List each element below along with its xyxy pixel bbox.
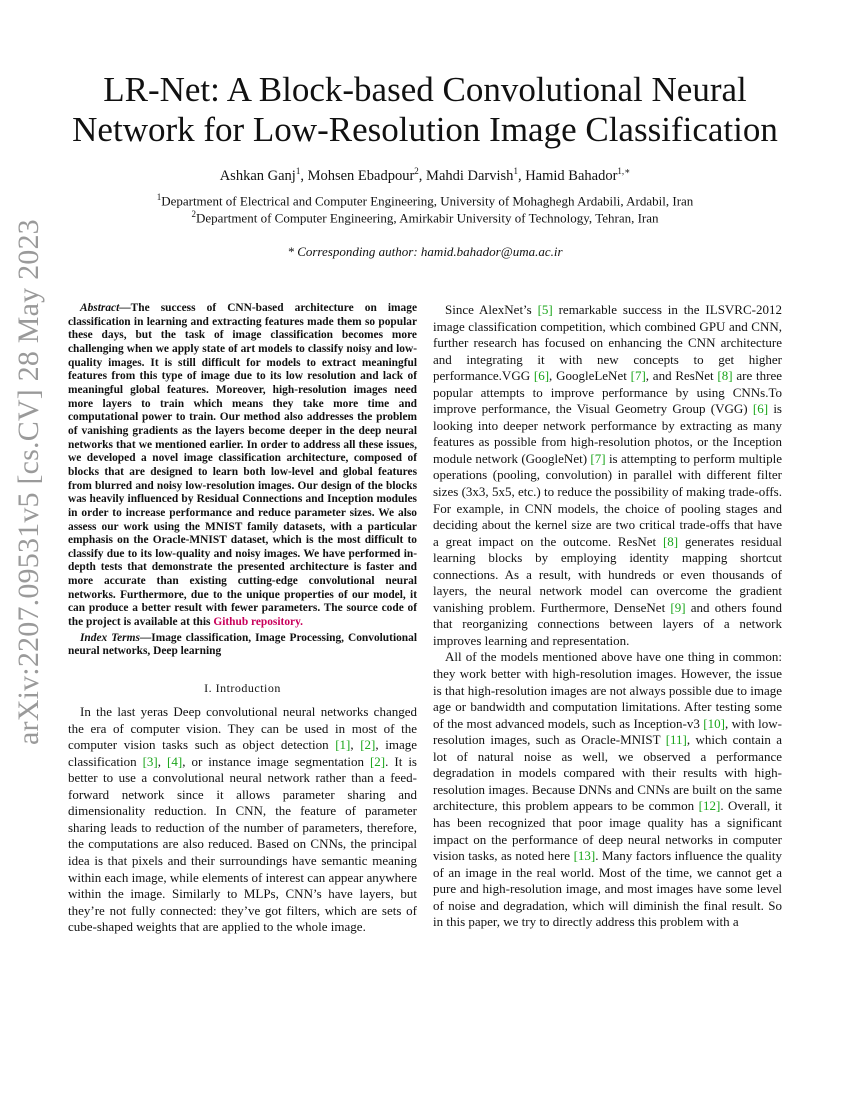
text-run: is attempting to perform multiple operations (pooling, convolution) in parallel with different filter sizes (3x3, 5x5, etc.) to reduce the possibility of making trade-offs. For example, in CNN models, the choice of pooling stages and deciding about the kernel size are two critical trade-offs that have a great impact on the outcome. ResNet bbox=[433, 450, 782, 549]
citation-link[interactable]: [3] bbox=[142, 753, 158, 769]
author-affil-mark: 1,∗ bbox=[617, 166, 631, 176]
author-affil-mark: 2 bbox=[414, 166, 419, 176]
affil-text: Department of Electrical and Computer Engineering, University of Mohaghegh Ardabili, Ardabil, Iran bbox=[161, 193, 694, 209]
arxiv-stamp: arXiv:2207.09531v5 [cs.CV] 28 May 2023 bbox=[12, 219, 45, 745]
corresponding-author: * Corresponding author: hamid.bahador@uma.ac.ir bbox=[287, 244, 563, 259]
author-affil-mark: 1 bbox=[513, 166, 518, 176]
right-column bbox=[433, 302, 782, 931]
citation-link[interactable]: [11] bbox=[665, 732, 687, 748]
affil-number: 1 bbox=[156, 192, 162, 202]
citation-link[interactable]: [6] bbox=[752, 401, 769, 417]
abstract-text: —The success of CNN-based architecture on image classification in learning and extracting features made them so popular these days, but the task of image classification becomes more challenging when we apply state of art models to classify noisy and low-quality images. It is still difficult for models to extract meaningful features from this type of image due to its low resolution and lack of meaningful global features. Moreover, high-resolution images need more layers to train which means they take more time and computational power to train. Our method also addresses the problem of vanishing gradients as the layers become deeper in the deep neural networks that we mentioned earlier. In order to address all these issues, we developed a novel image classification architecture, composed of blocks that are designed to learn both low-level and global features from blurred and noisy low-resolution images. Our design of the blocks was heavily influenced by Residual Connections and Inception modules in order to increase performance and reduce parameter sizes. We also assess our work using the MNIST family datasets, with a particular emphasis on the Oracle-MNIST dataset, which is the most difficult to classify due to its low-quality and noisy images. We have performed in-depth tests that demonstrate the presented architecture is faster and more accurate than existing cutting-edge convolutional neural networks. Furthermore, due to the unique properties of our model, it can produce a better result with fewer parameters. The source code of the project is available at this bbox=[68, 302, 417, 629]
citation-link[interactable]: [8] bbox=[717, 368, 733, 384]
citation-link[interactable]: [4] bbox=[167, 753, 183, 769]
text-run: . Overall, it has been recognized that poor image quality has a significant impact on the performance of deep neural networks in computer vision tasks, as noted here bbox=[433, 798, 782, 864]
section-heading: I. Introduction bbox=[204, 681, 281, 696]
title-line-2: Network for Low-Resolution Image Classification bbox=[72, 110, 778, 149]
author-list: Ashkan Ganj$^1$, Mohsen Ebadpour$^2$, Mahdi Darvish$^1$, Hamid Bahador$^{1,∗}$ bbox=[219, 166, 631, 184]
text-run: generates residual learning blocks by employing identity mapping shortcut connections. As a result, with hundreds or even thousands of layers, the neural network model can overcome the gradient vanishing problem. Furthermore, DenseNet bbox=[433, 533, 782, 615]
text-run: are three popular attempts to improve performance by using CNNs.To improve performance, the Visual Geometry Group (VGG) bbox=[433, 368, 782, 417]
affil-text: Department of Computer Engineering, Amirkabir University of Technology, Tehran, Iran bbox=[195, 210, 659, 226]
title-line-1: LR-Net: A Block-based Convolutional Neural bbox=[103, 70, 747, 109]
paper-title bbox=[50, 70, 800, 150]
text-run: All of the models mentioned above have one thing in common: they work better with high-resolution images. However, the issue is that high-resolution images are not always possible due to image age or bandwidth and computation limitations. After testing some of the most advanced models, such as Inception-v3 bbox=[433, 649, 782, 731]
text-run: , with low-resolution images, such as Oracle-MNIST bbox=[433, 715, 782, 748]
citation-link[interactable]: [5] bbox=[537, 302, 553, 317]
index-terms-label: Index Terms bbox=[80, 631, 140, 644]
author-name: Hamid Bahador bbox=[525, 167, 618, 184]
github-link[interactable]: Github repository. bbox=[213, 616, 303, 629]
index-terms bbox=[68, 632, 417, 659]
text-run: , GoogleLeNet bbox=[549, 368, 631, 384]
text-run: and others found that reorganizing connections between layers of a network improves learning and representation. bbox=[433, 599, 782, 648]
text-run: . Many factors influence the quality of an image in the real world. Most of the time, we cannot get a pure and high-resolution image, and most images have some level of noise and degradation, which will diminish the final result. So in this paper, we try to directly address this problem with a bbox=[433, 848, 782, 930]
affiliation-1 bbox=[50, 192, 800, 209]
citation-link[interactable]: [7] bbox=[630, 368, 646, 384]
text-run: , or instance image segmentation bbox=[182, 753, 370, 769]
text-run: , bbox=[350, 737, 361, 753]
author-name: Mahdi Darvish bbox=[426, 167, 514, 184]
text-run: , bbox=[157, 753, 168, 769]
citation-link[interactable]: [13] bbox=[573, 848, 596, 864]
text-run: remarkable success in the ILSVRC-2012 image classification competition, which combined GPU and CNN, further research has focused on enhancing the CNN architecture and integrating it with new concepts to get higher performance.VGG bbox=[433, 302, 782, 384]
citation-link[interactable]: [10] bbox=[703, 715, 725, 731]
citation-link[interactable]: [1] bbox=[335, 737, 351, 753]
text-run: , image classification bbox=[68, 737, 418, 769]
text-run: In the last yeras Deep convolutional neural networks changed the era of computer vision. They can be used in most of the computer vision tasks such as object detection bbox=[68, 704, 417, 753]
citation-link[interactable]: [2] bbox=[369, 753, 386, 769]
left-column bbox=[68, 302, 417, 936]
affiliation-2 bbox=[50, 209, 800, 226]
text-run: Since AlexNet’s bbox=[445, 302, 538, 317]
text-run: . It is better to use a convolutional neural network rather than a feed-forward network since it allows parameter sharing and dimensionality reduction. In CNN, the feature of parameter sharing leads to reduction of the number of parameters, therefore, the computations are also reduced. Based on CNNs, the principal idea is that pixels and their surroundings have semantic meaning within each image, while elements of interest can appear anywhere within the image. Similarly to MLPs, CNN’s have layers, but they’re not fully connected: they’ve got filters, which are sets of cube-shaped weights that are applied to the whole image. bbox=[68, 753, 417, 935]
author-name: Mohsen Ebadpour bbox=[307, 167, 415, 184]
body-paragraph bbox=[433, 649, 782, 930]
abstract-label: Abstract bbox=[80, 302, 120, 314]
citation-link[interactable]: [7] bbox=[590, 450, 606, 466]
citation-link[interactable]: [8] bbox=[662, 533, 679, 549]
text-run: is looking into deeper network performance by extracting as many features as possible from high-resolution photos, or the Inception module network (GoogleNet) bbox=[433, 401, 782, 466]
index-terms-text: —Image classification, Image Processing, Convolutional neural networks, Deep learning bbox=[68, 631, 417, 658]
intro-paragraph bbox=[68, 704, 417, 936]
author-name: Ashkan Ganj bbox=[219, 167, 296, 184]
text-run: , which contain a lot of natural noise as well, we observed a performance degradation in models compared with their results with high-resolution images. Because DNNs and CNNs are built on the same architecture, this problem appears to be common bbox=[433, 732, 782, 814]
citation-link[interactable]: [9] bbox=[670, 599, 686, 615]
citation-link[interactable]: [12] bbox=[698, 798, 721, 814]
citation-link[interactable]: [2] bbox=[360, 737, 376, 753]
author-affil-mark: 1 bbox=[295, 166, 301, 176]
affil-number: 2 bbox=[191, 209, 196, 219]
abstract bbox=[68, 302, 417, 630]
body-paragraph bbox=[433, 302, 782, 649]
citation-link[interactable]: [6] bbox=[533, 368, 550, 384]
text-run: , and ResNet bbox=[645, 368, 718, 384]
